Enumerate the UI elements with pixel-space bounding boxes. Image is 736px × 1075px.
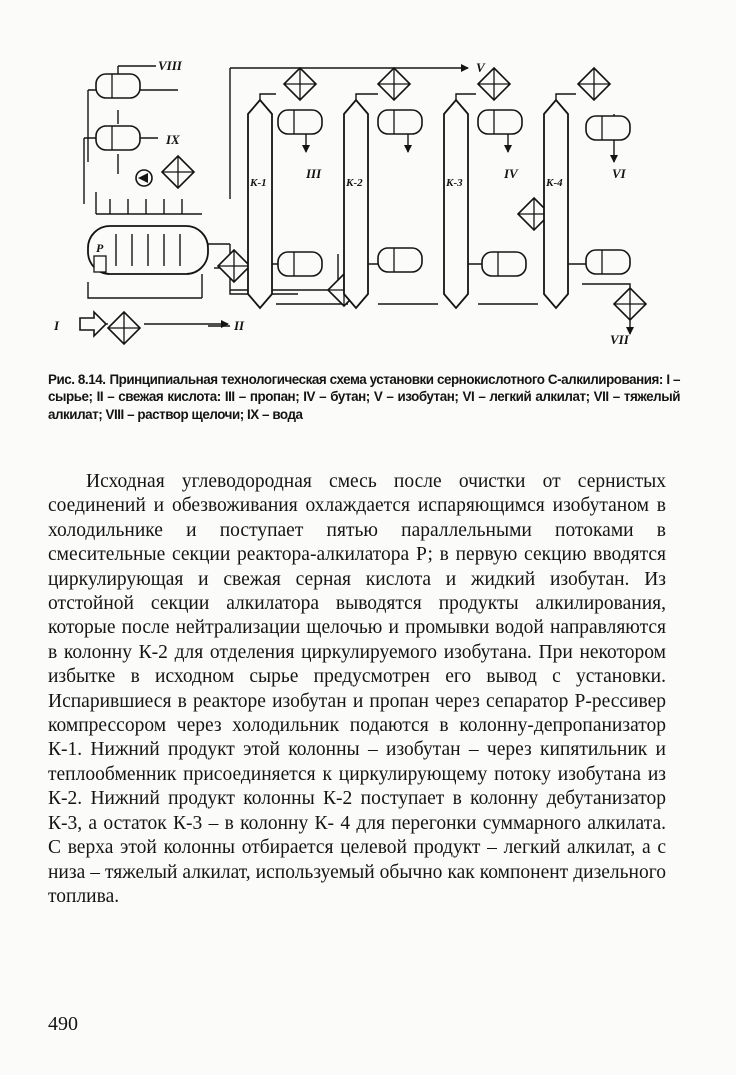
figure-number: Рис. 8.14.: [48, 372, 106, 387]
column-label-k3: К-3: [446, 177, 463, 189]
figure-caption: [48, 371, 680, 423]
process-flow-diagram: [48, 54, 678, 354]
page-number: 490: [48, 1013, 78, 1035]
stream-label-ix: IX: [166, 132, 180, 147]
stream-label-iii: III: [306, 166, 322, 181]
column-label-k2: К-2: [346, 177, 363, 189]
reactor-label: Р: [96, 241, 104, 255]
column-label-k4: К-4: [546, 177, 563, 189]
stream-label-vii: VII: [610, 332, 629, 347]
stream-label-i: I: [54, 318, 60, 333]
stream-label-viii: VIII: [158, 58, 182, 73]
caption-text: Принципиальная технологическая схема установки сернокислотного С-алкилирования: I – сырье; II – свежая кислота: III – пропан; IV – бутан; V – изобутан; VI – легкий алкилат; VII – тяжелый алкилат; VIII – раствор щелочи; IX – вода: [48, 372, 680, 422]
stream-label-vi: VI: [612, 166, 626, 181]
stream-label-v: V: [476, 60, 485, 75]
stream-label-ii: II: [234, 318, 245, 333]
stream-label-iv: IV: [504, 166, 518, 181]
body-paragraph: Исходная углеводородная смесь после очистки от сернистых соединений и обезвоживания охлаждается испаряющимся изобутаном в холодильнике и поступает пятью параллельными потоками в смесительные секции реактора-алкилатора Р; в первую секцию вводятся циркулирующая и свежая серная кислота и жидкий изобутан. Из отстойной секции алкилатора выводятся продукты алкилирования, которые после нейтрализации щелочью и промывки водой направляются в колонну К-2 для отделения циркулируемого изобутана. При некотором избытке в исходном сырье предусмотрен его вывод с установки. Испарившиеся в реакторе изобутан и пропан через сепаратор Р-рессивер компрессором через холодильник подаются в колонну-депропанизатор К-1. Нижний продукт этой колонны – изобутан – через кипятильник и теплообменник присоединяется к циркулирующему потоку изобутана из К-2. Нижний продукт колонны К-2 поступает в колонну дебутанизатор К-3, а остаток К-3 – в колонну К- 4 для перегонки суммарного алкилата. С верха этой колонны отбирается целевой продукт – легкий алкилат, а с низа – тяжелый алкилат, используемый обычно как компонент дизельного топлива.: [48, 471, 666, 907]
column-label-k1: К-1: [250, 177, 267, 189]
